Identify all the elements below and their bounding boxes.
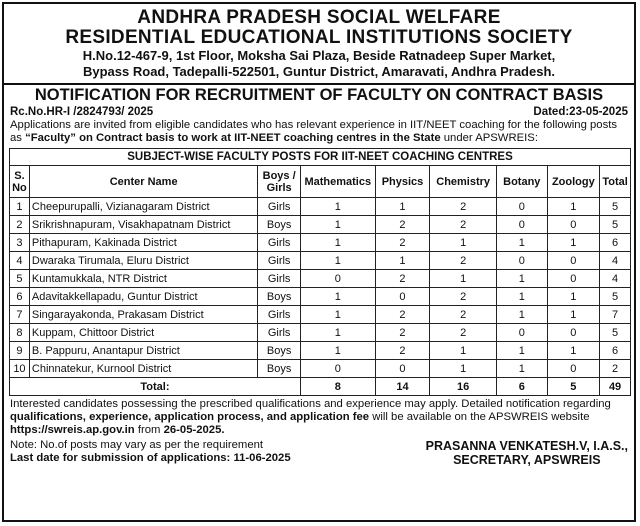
- cell-gender: Girls: [258, 324, 300, 342]
- cell-total: 5: [600, 288, 631, 306]
- notification-title: NOTIFICATION FOR RECRUITMENT OF FACULTY ON CONTRACT BASIS: [34, 86, 604, 104]
- cell-center: B. Pappuru, Anantapur District: [29, 342, 258, 360]
- col-header-physics: Physics: [375, 166, 430, 198]
- divider: [4, 83, 634, 85]
- org-name-line2: RESIDENTIAL EDUCATIONAL INSTITUTIONS SOCIETY: [65, 27, 573, 48]
- cell-physics: 2: [375, 216, 430, 234]
- cell-sno: 5: [10, 270, 30, 288]
- cell-total: 4: [600, 270, 631, 288]
- cell-botany: 0: [497, 324, 548, 342]
- last-date-text: Last date for submission of applications: 11-06-2025: [10, 452, 291, 464]
- cell-total: 7: [600, 306, 631, 324]
- details-text-c: will be available on the APSWREIS website: [369, 411, 590, 423]
- cell-chemistry: 2: [430, 306, 497, 324]
- cell-physics: 2: [375, 342, 430, 360]
- col-header-math: Mathematics: [300, 166, 375, 198]
- cell-total: 5: [600, 198, 631, 216]
- intro-paragraph: [4, 119, 634, 145]
- signatory-title: SECRETARY, APSWREIS: [453, 453, 601, 467]
- cell-center: Singarayakonda, Prakasam District: [29, 306, 258, 324]
- cell-math: 1: [300, 288, 375, 306]
- cell-gender: Girls: [258, 198, 300, 216]
- table-row: [10, 306, 631, 324]
- address-line2: Bypass Road, Tadepalli-522501, Guntur District, Amaravati, Andhra Pradesh.: [83, 64, 555, 79]
- cell-botany: 1: [497, 234, 548, 252]
- col-header-gender: Boys / Girls: [258, 166, 300, 198]
- cell-center: Cheepurupalli, Vizianagaram District: [29, 198, 258, 216]
- cell-math: 1: [300, 198, 375, 216]
- total-chemistry: 16: [430, 378, 497, 396]
- cell-physics: 1: [375, 252, 430, 270]
- cell-gender: Girls: [258, 306, 300, 324]
- cell-chemistry: 2: [430, 252, 497, 270]
- cell-center: Pithapuram, Kakinada District: [29, 234, 258, 252]
- cell-physics: 2: [375, 270, 430, 288]
- cell-zoology: 1: [547, 288, 600, 306]
- cell-botany: 1: [497, 270, 548, 288]
- cell-physics: 2: [375, 306, 430, 324]
- details-paragraph: [4, 396, 634, 437]
- cell-chemistry: 2: [430, 216, 497, 234]
- cell-sno: 2: [10, 216, 30, 234]
- cell-center: Adavitakkellapadu, Guntur District: [29, 288, 258, 306]
- cell-math: 1: [300, 216, 375, 234]
- cell-zoology: 1: [547, 306, 600, 324]
- reference-number: Rc.No.HR-I /2824793/ 2025: [10, 106, 154, 118]
- intro-text-c: under APSWREIS:: [440, 132, 538, 144]
- cell-math: 1: [300, 324, 375, 342]
- details-text-e: from: [134, 424, 164, 436]
- cell-gender: Girls: [258, 270, 300, 288]
- table-caption: SUBJECT-WISE FACULTY POSTS FOR IIT-NEET COACHING CENTRES: [10, 149, 631, 166]
- cell-center: Kuppam, Chittoor District: [29, 324, 258, 342]
- cell-math: 1: [300, 306, 375, 324]
- total-physics: 14: [375, 378, 430, 396]
- signatory: [426, 439, 628, 467]
- table-row: [10, 324, 631, 342]
- cell-gender: Boys: [258, 288, 300, 306]
- cell-zoology: 1: [547, 234, 600, 252]
- cell-botany: 0: [497, 252, 548, 270]
- faculty-posts-table: [9, 148, 631, 396]
- table-row: [10, 234, 631, 252]
- total-botany: 6: [497, 378, 548, 396]
- cell-physics: 0: [375, 288, 430, 306]
- cell-gender: Girls: [258, 234, 300, 252]
- details-text-a: Interested candidates possessing the prescribed qualifications and experience may apply. Detailed notification regarding: [10, 398, 611, 410]
- col-header-chemistry: Chemistry: [430, 166, 497, 198]
- cell-sno: 1: [10, 198, 30, 216]
- note-text: Note: No.of posts may vary as per the requirement: [10, 439, 264, 451]
- cell-math: 1: [300, 252, 375, 270]
- col-header-sno: S. No: [10, 166, 30, 198]
- cell-zoology: 0: [547, 360, 600, 378]
- table-row: [10, 216, 631, 234]
- table-row: [10, 342, 631, 360]
- cell-physics: 1: [375, 198, 430, 216]
- notification-frame: [2, 2, 636, 522]
- total-math: 8: [300, 378, 375, 396]
- cell-sno: 9: [10, 342, 30, 360]
- total-zoology: 5: [547, 378, 600, 396]
- cell-zoology: 0: [547, 324, 600, 342]
- bottom-section: [4, 437, 634, 467]
- cell-total: 4: [600, 252, 631, 270]
- signatory-name: PRASANNA VENKATESH.V, I.A.S.,: [425, 439, 628, 453]
- notification-date: Dated:23-05-2025: [533, 106, 628, 118]
- cell-physics: 0: [375, 360, 430, 378]
- cell-gender: Boys: [258, 360, 300, 378]
- cell-sno: 4: [10, 252, 30, 270]
- cell-sno: 7: [10, 306, 30, 324]
- cell-center: Chinnatekur, Kurnool District: [29, 360, 258, 378]
- cell-zoology: 1: [547, 342, 600, 360]
- col-header-zoology: Zoology: [547, 166, 600, 198]
- cell-botany: 0: [497, 216, 548, 234]
- cell-botany: 0: [497, 198, 548, 216]
- reference-line: [4, 105, 634, 119]
- cell-sno: 10: [10, 360, 30, 378]
- cell-botany: 1: [497, 360, 548, 378]
- cell-sno: 6: [10, 288, 30, 306]
- details-date: 26-05-2025.: [163, 424, 225, 436]
- notes: [10, 439, 291, 467]
- cell-chemistry: 1: [430, 234, 497, 252]
- table-row: [10, 360, 631, 378]
- cell-gender: Boys: [258, 342, 300, 360]
- totals-label: Total:: [10, 378, 301, 396]
- cell-physics: 2: [375, 234, 430, 252]
- col-header-center: Center Name: [29, 166, 258, 198]
- intro-text-a: Applications are invited from eligible candidates who has relevant experience in IIT/NEET coaching for the following posts as: [10, 119, 618, 144]
- cell-math: 1: [300, 342, 375, 360]
- cell-gender: Girls: [258, 252, 300, 270]
- cell-physics: 2: [375, 324, 430, 342]
- cell-sno: 8: [10, 324, 30, 342]
- cell-math: 1: [300, 234, 375, 252]
- org-name-line1: ANDHRA PRADESH SOCIAL WELFARE: [137, 7, 501, 28]
- cell-chemistry: 2: [430, 324, 497, 342]
- cell-zoology: 0: [547, 216, 600, 234]
- address-line1: H.No.12-467-9, 1st Floor, Moksha Sai Plaza, Beside Ratnadeep Super Market,: [82, 48, 556, 63]
- cell-chemistry: 1: [430, 342, 497, 360]
- header: [4, 8, 634, 80]
- cell-total: 5: [600, 324, 631, 342]
- cell-zoology: 0: [547, 252, 600, 270]
- cell-gender: Boys: [258, 216, 300, 234]
- cell-zoology: 1: [547, 198, 600, 216]
- col-header-total: Total: [600, 166, 631, 198]
- cell-total: 6: [600, 234, 631, 252]
- cell-total: 5: [600, 216, 631, 234]
- cell-botany: 1: [497, 342, 548, 360]
- website-link[interactable]: https://swreis.ap.gov.in: [10, 424, 135, 436]
- table-row: [10, 288, 631, 306]
- cell-zoology: 0: [547, 270, 600, 288]
- col-header-botany: Botany: [497, 166, 548, 198]
- total-all: 49: [600, 378, 631, 396]
- details-text-bold: qualifications, experience, application process, and application fee: [10, 411, 370, 423]
- table-row: [10, 198, 631, 216]
- cell-center: Kuntamukkala, NTR District: [29, 270, 258, 288]
- cell-math: 0: [300, 270, 375, 288]
- totals-row: [10, 378, 631, 396]
- cell-botany: 1: [497, 306, 548, 324]
- cell-chemistry: 1: [430, 360, 497, 378]
- cell-total: 6: [600, 342, 631, 360]
- cell-sno: 3: [10, 234, 30, 252]
- table-row: [10, 252, 631, 270]
- cell-botany: 1: [497, 288, 548, 306]
- cell-center: Dwaraka Tirumala, Eluru District: [29, 252, 258, 270]
- cell-chemistry: 1: [430, 270, 497, 288]
- cell-center: Srikrishnapuram, Visakhapatnam District: [29, 216, 258, 234]
- cell-chemistry: 2: [430, 288, 497, 306]
- cell-total: 2: [600, 360, 631, 378]
- cell-chemistry: 2: [430, 198, 497, 216]
- intro-text-bold: “Faculty” on Contract basis to work at IIT-NEET coaching centres in the State: [25, 132, 441, 144]
- cell-math: 0: [300, 360, 375, 378]
- table-row: [10, 270, 631, 288]
